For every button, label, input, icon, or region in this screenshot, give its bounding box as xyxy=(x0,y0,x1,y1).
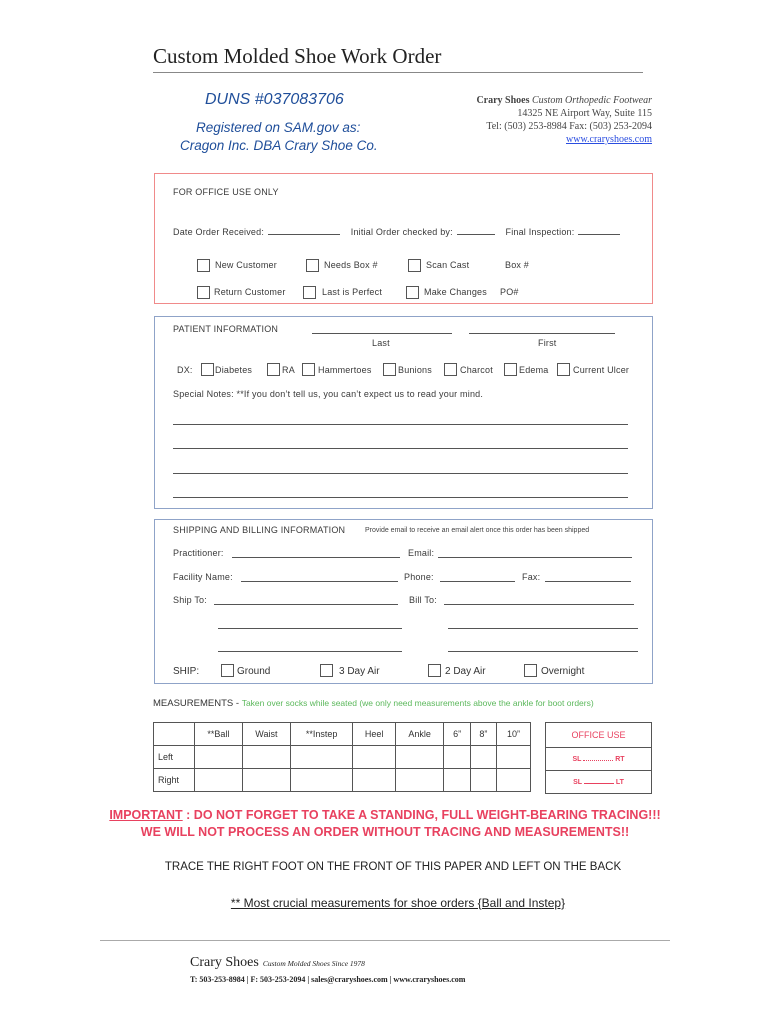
facility-label: Facility Name: xyxy=(173,572,233,582)
last-name-field[interactable] xyxy=(312,333,452,334)
return-customer-checkbox[interactable] xyxy=(197,286,210,299)
overnight-label: Overnight xyxy=(541,666,585,677)
measurement-cell[interactable] xyxy=(195,746,243,769)
notes-line-3[interactable] xyxy=(173,473,628,474)
ship-to-field-3[interactable] xyxy=(218,651,402,652)
bunions-label: Bunions xyxy=(398,365,432,375)
hammertoes-label: Hammertoes xyxy=(318,365,372,375)
important-notice-line-1 xyxy=(0,808,770,822)
date-received-field[interactable] xyxy=(268,226,340,235)
row-header-left: Left xyxy=(154,746,195,769)
measurements-table xyxy=(153,722,531,792)
measurement-cell[interactable] xyxy=(496,769,530,792)
make-changes-label: Make Changes xyxy=(424,287,487,297)
overnight-checkbox[interactable] xyxy=(524,664,537,677)
ground-label: Ground xyxy=(237,666,271,677)
title-rule xyxy=(153,72,643,73)
edema-label: Edema xyxy=(519,365,549,375)
measurement-cell[interactable] xyxy=(444,746,470,769)
duns-number: DUNS #037083706 xyxy=(205,91,344,108)
initial-checked-field[interactable] xyxy=(457,226,495,235)
make-changes-checkbox[interactable] xyxy=(406,286,419,299)
new-customer-checkbox[interactable] xyxy=(197,259,210,272)
footer-contact: T: 503-253-8984 | F: 503-253-2094 | sales@craryshoes.com | www.craryshoes.com xyxy=(190,975,466,984)
office-heading: FOR OFFICE USE ONLY xyxy=(173,187,279,197)
footer-brand xyxy=(190,953,365,971)
diabetes-label: Diabetes xyxy=(215,365,253,375)
measurement-cell[interactable] xyxy=(470,769,496,792)
sl-lt-cell[interactable] xyxy=(546,771,652,794)
crucial-measurements-note: ** Most crucial measurements for shoe orders {Ball and Instep} xyxy=(230,896,566,910)
date-received-label: Date Order Received: xyxy=(173,227,265,237)
email-note: Provide email to receive an email alert once this order has been shipped xyxy=(365,527,590,534)
footer-company: Crary Shoes xyxy=(190,955,259,970)
practitioner-field[interactable] xyxy=(232,557,400,558)
notes-line-2[interactable] xyxy=(173,448,628,449)
important-text: : DO NOT FORGET TO TAKE A STANDING, FULL WEIGHT-BEARING TRACING!!! xyxy=(182,808,661,822)
rt-label: RT xyxy=(615,755,625,763)
column-header: 6” xyxy=(444,723,470,746)
footer-rule xyxy=(100,940,670,941)
ship-to-field-1[interactable] xyxy=(214,604,398,605)
measurement-cell[interactable] xyxy=(444,769,470,792)
important-label: IMPORTANT xyxy=(109,808,183,822)
phone-label: Phone: xyxy=(404,572,434,582)
ship-to-field-2[interactable] xyxy=(218,628,402,629)
notes-line-4[interactable] xyxy=(173,497,628,498)
diabetes-checkbox[interactable] xyxy=(201,363,214,376)
bill-to-field-1[interactable] xyxy=(444,604,634,605)
measurement-cell[interactable] xyxy=(395,746,444,769)
needs-box-label: Needs Box # xyxy=(324,260,378,270)
bill-to-field-3[interactable] xyxy=(448,651,638,652)
company-name: Crary Shoes xyxy=(476,95,530,106)
measurement-cell[interactable] xyxy=(195,769,243,792)
ra-checkbox[interactable] xyxy=(267,363,280,376)
registered-line-1: Registered on SAM.gov as: xyxy=(196,120,361,135)
measurement-cell[interactable] xyxy=(496,746,530,769)
company-contact-block xyxy=(476,94,652,146)
measurement-cell[interactable] xyxy=(395,769,444,792)
column-header: Heel xyxy=(353,723,395,746)
lt-label: LT xyxy=(615,778,624,786)
important-notice-line-2: WE WILL NOT PROCESS AN ORDER WITHOUT TRACING AND MEASUREMENTS!! xyxy=(140,825,630,839)
column-header: **Instep xyxy=(290,723,353,746)
company-website-link[interactable]: www.craryshoes.com xyxy=(566,134,652,145)
office-use-heading: OFFICE USE xyxy=(546,723,652,748)
table-corner-cell xyxy=(154,723,195,746)
facility-field[interactable] xyxy=(241,581,398,582)
fax-label: Fax: xyxy=(522,572,541,582)
last-is-perfect-checkbox[interactable] xyxy=(303,286,316,299)
special-notes-label: Special Notes: **If you don’t tell us, you can’t expect us to read your mind. xyxy=(173,389,484,399)
company-address: 14325 NE Airport Way, Suite 115 xyxy=(517,108,652,119)
table-row xyxy=(154,769,531,792)
final-inspection-label: Final Inspection: xyxy=(505,227,575,237)
office-use-table xyxy=(545,722,652,794)
registered-line-2: Cragon Inc. DBA Crary Shoe Co. xyxy=(180,138,378,153)
po-number-label: PO# xyxy=(500,287,519,297)
first-name-label: First xyxy=(538,338,557,348)
row-header-right: Right xyxy=(154,769,195,792)
measurement-cell[interactable] xyxy=(242,746,290,769)
scan-cast-label: Scan Cast xyxy=(426,260,470,270)
ra-label: RA xyxy=(282,365,295,375)
3-day-air-checkbox[interactable] xyxy=(320,664,333,677)
initial-checked-label: Initial Order checked by: xyxy=(350,227,453,237)
email-label: Email: xyxy=(408,548,435,558)
column-header: Ankle xyxy=(395,723,444,746)
column-header: 8” xyxy=(470,723,496,746)
charcot-label: Charcot xyxy=(460,365,493,375)
final-inspection-field[interactable] xyxy=(578,226,620,235)
ship-label: SHIP: xyxy=(173,666,200,677)
2-day-air-label: 2 Day Air xyxy=(445,666,486,677)
sl-label: SL xyxy=(572,755,582,763)
scan-cast-checkbox[interactable] xyxy=(408,259,421,272)
office-fields-row xyxy=(173,226,620,237)
last-name-label: Last xyxy=(372,338,390,348)
bill-to-label: Bill To: xyxy=(409,595,437,605)
table-header-row xyxy=(154,723,531,746)
shipping-billing-section xyxy=(154,519,653,684)
new-customer-label: New Customer xyxy=(215,260,277,270)
measurements-note: Taken over socks while seated (we only need measurements above the ankle for boot orders) xyxy=(241,698,594,708)
3-day-air-label: 3 Day Air xyxy=(339,666,380,677)
shipping-heading: SHIPPING AND BILLING INFORMATION xyxy=(173,525,346,535)
measurement-cell[interactable] xyxy=(353,769,395,792)
email-field[interactable] xyxy=(438,557,632,558)
measurement-cell[interactable] xyxy=(290,746,353,769)
column-header: **Ball xyxy=(195,723,243,746)
measurement-cell[interactable] xyxy=(290,769,353,792)
box-number-label: Box # xyxy=(505,260,530,270)
2-day-air-checkbox[interactable] xyxy=(428,664,441,677)
ground-checkbox[interactable] xyxy=(221,664,234,677)
bill-to-field-2[interactable] xyxy=(448,628,638,629)
fax-field[interactable] xyxy=(545,581,631,582)
measurements-heading-row xyxy=(153,698,594,709)
notes-line-1[interactable] xyxy=(173,424,628,425)
measurements-heading: MEASUREMENTS - xyxy=(153,698,240,709)
measurement-cell[interactable] xyxy=(470,746,496,769)
practitioner-label: Practitioner: xyxy=(173,548,224,558)
sl-label: SL xyxy=(573,778,582,786)
first-name-field[interactable] xyxy=(469,333,615,334)
bunions-checkbox[interactable] xyxy=(383,363,396,376)
last-is-perfect-label: Last is Perfect xyxy=(322,287,383,297)
sl-rt-cell[interactable] xyxy=(546,748,652,771)
hammertoes-checkbox[interactable] xyxy=(302,363,315,376)
measurement-cell[interactable] xyxy=(353,746,395,769)
column-header: 10” xyxy=(496,723,530,746)
patient-information-section xyxy=(154,316,653,509)
edema-checkbox[interactable] xyxy=(504,363,517,376)
column-header: Waist xyxy=(242,723,290,746)
phone-field[interactable] xyxy=(440,581,515,582)
dx-label: DX: xyxy=(177,365,193,375)
current-ulcer-label: Current Ulcer xyxy=(573,365,630,375)
page-title: Custom Molded Shoe Work Order xyxy=(153,44,442,68)
trace-instruction: TRACE THE RIGHT FOOT ON THE FRONT OF THIS PAPER AND LEFT ON THE BACK xyxy=(164,861,622,873)
company-tagline: Custom Orthopedic Footwear xyxy=(532,95,652,106)
ship-to-label: Ship To: xyxy=(173,595,207,605)
footer-tagline: Custom Molded Shoes Since 1978 xyxy=(262,959,365,968)
return-customer-label: Return Customer xyxy=(214,287,286,297)
table-row xyxy=(154,746,531,769)
charcot-checkbox[interactable] xyxy=(444,363,457,376)
needs-box-checkbox[interactable] xyxy=(306,259,319,272)
company-phone-fax: Tel: (503) 253-8984 Fax: (503) 253-2094 xyxy=(486,121,652,132)
patient-heading: PATIENT INFORMATION xyxy=(173,324,279,334)
measurement-cell[interactable] xyxy=(242,769,290,792)
current-ulcer-checkbox[interactable] xyxy=(557,363,570,376)
